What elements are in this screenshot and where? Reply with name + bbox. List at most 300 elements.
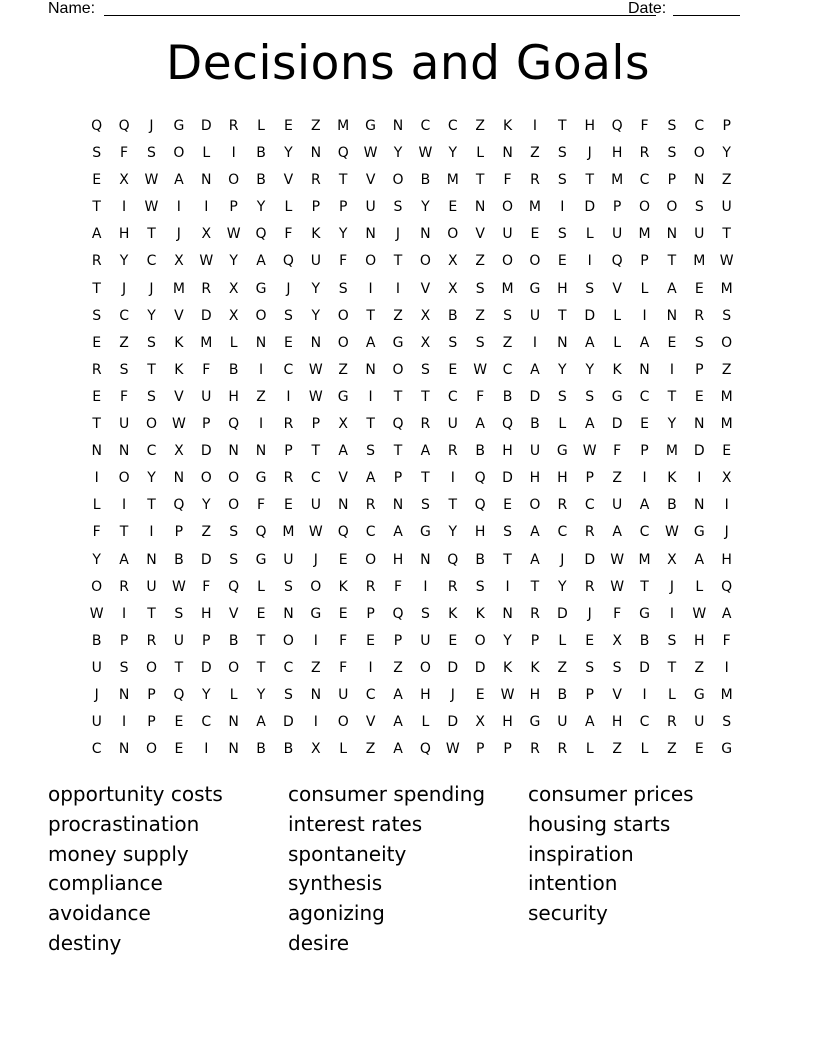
grid-letter: L xyxy=(585,226,594,243)
grid-letter: R xyxy=(530,605,540,622)
grid-letter: E xyxy=(475,686,485,703)
grid-letter: I xyxy=(122,497,127,514)
grid-letter: U xyxy=(283,551,294,568)
grid-letter: P xyxy=(202,416,211,433)
grid-letter: P xyxy=(338,199,348,216)
grid-letter: Z xyxy=(201,524,212,541)
grid-letter: O xyxy=(337,714,349,731)
grid-letter: N xyxy=(420,226,431,243)
grid-letter: L xyxy=(202,145,211,162)
grid-letter: U xyxy=(529,307,541,324)
grid-letter: P xyxy=(722,118,731,134)
grid-letter: W xyxy=(610,551,625,568)
grid-letter: L xyxy=(421,714,430,731)
grid-letter: R xyxy=(365,497,376,514)
grid-letter: O xyxy=(419,253,431,270)
grid-letter: R xyxy=(201,280,212,297)
grid-letter: P xyxy=(503,741,512,758)
grid-letter: W xyxy=(719,253,734,270)
grid-letter: E xyxy=(694,388,704,405)
grid-letter: Q xyxy=(474,497,486,514)
grid-letter: O xyxy=(282,632,294,649)
grid-letter: G xyxy=(255,470,267,487)
grid-letter: Y xyxy=(338,226,348,243)
grid-letter: U xyxy=(611,497,623,514)
word-list-item: interest rates xyxy=(288,811,423,836)
grid-letter: X xyxy=(447,280,458,297)
grid-letter: R xyxy=(283,470,294,487)
grid-letter: O xyxy=(228,497,240,514)
grid-letter: D xyxy=(200,307,212,324)
grid-letter: U xyxy=(118,416,130,433)
grid-letter: X xyxy=(612,632,622,649)
grid-letter: S xyxy=(475,334,485,351)
grid-letter: B xyxy=(256,741,266,758)
grid-letter: G xyxy=(419,524,431,541)
grid-letter: Q xyxy=(173,686,185,703)
grid-letter: R xyxy=(639,145,650,162)
grid-letter: O xyxy=(310,578,322,595)
grid-letter: W xyxy=(89,605,104,622)
grid-letter: C xyxy=(365,524,376,541)
grid-letter: N xyxy=(666,226,678,243)
grid-letter: J xyxy=(94,686,99,703)
grid-letter: Z xyxy=(612,470,622,487)
grid-letter: N xyxy=(228,714,239,731)
grid-letter: A xyxy=(119,551,129,568)
grid-letter: G xyxy=(639,605,650,622)
grid-letter: E xyxy=(667,334,677,351)
grid-letter: Z xyxy=(393,659,403,676)
grid-letter: P xyxy=(667,172,677,189)
grid-letter: Y xyxy=(503,632,512,649)
grid-letter: C xyxy=(119,307,129,324)
grid-letter: W xyxy=(418,145,433,162)
grid-letter: I xyxy=(204,741,209,758)
grid-letter: Z xyxy=(721,172,732,189)
grid-letter: T xyxy=(667,388,677,405)
grid-letter: N xyxy=(91,443,102,460)
grid-letter: H xyxy=(529,686,541,703)
word-list-item: avoidance xyxy=(48,901,151,926)
grid-letter: I xyxy=(642,470,647,487)
grid-letter: F xyxy=(722,632,731,649)
grid-letter: S xyxy=(283,686,293,703)
word-list-item: intention xyxy=(528,871,618,896)
grid-letter: I xyxy=(423,578,428,595)
grid-letter: U xyxy=(557,714,568,731)
grid-letter: X xyxy=(311,741,321,758)
grid-letter: C xyxy=(639,714,650,731)
word-list-item: security xyxy=(528,901,608,926)
grid-letter: A xyxy=(393,714,403,731)
date-blank-line xyxy=(673,15,740,16)
grid-letter: G xyxy=(310,605,322,622)
grid-letter: L xyxy=(640,280,649,297)
grid-letter: A xyxy=(393,741,403,758)
word-list-item: inspiration xyxy=(528,841,634,866)
grid-letter: D xyxy=(474,659,486,676)
grid-letter: S xyxy=(283,578,293,595)
grid-letter: P xyxy=(311,416,321,433)
grid-letter: O xyxy=(91,578,103,595)
grid-letter: H xyxy=(420,686,431,703)
grid-letter: V xyxy=(365,172,376,189)
grid-letter: W xyxy=(144,199,159,216)
grid-letter: N xyxy=(118,741,130,758)
grid-letter: Y xyxy=(256,199,266,216)
word-list-item: synthesis xyxy=(288,871,383,896)
grid-letter: E xyxy=(448,632,458,649)
grid-letter: X xyxy=(174,443,184,460)
grid-letter: C xyxy=(201,714,212,731)
grid-letter: W xyxy=(308,524,323,541)
grid-letter: E xyxy=(284,497,293,514)
word-list-item: consumer prices xyxy=(528,782,694,806)
grid-letter: Y xyxy=(229,253,238,270)
grid-letter: A xyxy=(584,334,595,351)
page-title: Decisions and Goals xyxy=(166,36,650,91)
grid-letter: I xyxy=(204,199,209,216)
grid-letter: F xyxy=(503,172,512,189)
grid-letter: N xyxy=(255,334,267,351)
grid-letter: K xyxy=(502,659,513,676)
grid-letter: T xyxy=(147,605,156,622)
grid-letter: J xyxy=(149,118,154,134)
grid-letter: Y xyxy=(119,253,129,270)
grid-letter: G xyxy=(529,280,541,297)
grid-letter: J xyxy=(560,551,565,568)
grid-letter: D xyxy=(200,551,212,568)
grid-letter: I xyxy=(368,388,373,405)
grid-letter: W xyxy=(500,686,515,703)
grid-letter: V xyxy=(612,280,622,297)
grid-letter: Q xyxy=(173,497,185,514)
grid-letter: P xyxy=(640,443,649,460)
grid-letter: Q xyxy=(228,416,240,433)
grid-letter: Q xyxy=(611,118,623,134)
grid-letter: P xyxy=(695,361,704,378)
grid-letter: X xyxy=(420,334,431,351)
grid-letter: L xyxy=(558,632,567,649)
grid-letter: L xyxy=(695,578,704,595)
grid-letter: Q xyxy=(282,253,294,270)
grid-letter: T xyxy=(174,659,184,676)
grid-letter: F xyxy=(393,578,403,595)
grid-letter: Q xyxy=(419,741,431,758)
grid-letter: P xyxy=(229,199,238,216)
grid-letter: B xyxy=(557,686,568,703)
grid-letter: Z xyxy=(694,659,705,676)
grid-letter: I xyxy=(505,578,510,595)
grid-letter: H xyxy=(228,388,239,405)
grid-letter: R xyxy=(447,578,458,595)
grid-letter: Z xyxy=(393,307,403,324)
grid-letter: H xyxy=(118,226,130,243)
grid-letter: S xyxy=(338,280,348,297)
grid-letter: N xyxy=(310,686,322,703)
grid-letter: Z xyxy=(557,659,568,676)
grid-letter: P xyxy=(147,686,156,703)
grid-letter: S xyxy=(147,334,156,351)
grid-letter: W xyxy=(226,226,241,243)
grid-letter: X xyxy=(667,551,677,568)
grid-letter: N xyxy=(310,334,322,351)
grid-letter: G xyxy=(693,524,705,541)
grid-letter: O xyxy=(419,659,431,676)
grid-letter: L xyxy=(640,741,649,758)
grid-letter: T xyxy=(147,497,156,514)
grid-letter: A xyxy=(393,686,403,703)
grid-letter: Y xyxy=(311,307,321,324)
grid-letter: O xyxy=(529,497,541,514)
grid-letter: F xyxy=(257,497,266,514)
grid-letter: A xyxy=(584,714,595,731)
grid-letter: W xyxy=(582,443,597,460)
grid-letter: C xyxy=(447,388,458,405)
word-list-item: destiny xyxy=(48,930,122,955)
grid-letter: G xyxy=(255,280,267,297)
word-list-item: consumer spending xyxy=(288,782,486,806)
word-list-item: compliance xyxy=(48,871,163,896)
grid-letter: I xyxy=(669,605,674,622)
grid-letter: J xyxy=(176,226,181,243)
grid-letter: B xyxy=(447,307,458,324)
grid-letter: M xyxy=(665,443,678,460)
grid-letter: D xyxy=(447,659,459,676)
grid-letter: O xyxy=(392,172,404,189)
grid-letter: S xyxy=(585,659,595,676)
grid-letter: Q xyxy=(611,253,623,270)
grid-letter: D xyxy=(529,388,541,405)
header xyxy=(48,0,740,20)
grid-letter: O xyxy=(145,659,157,676)
grid-letter: L xyxy=(613,307,622,324)
grid-letter: V xyxy=(475,226,485,243)
grid-letter: T xyxy=(92,199,101,216)
grid-letter: I xyxy=(642,686,647,703)
grid-letter: R xyxy=(91,361,102,378)
grid-letter: B xyxy=(91,632,102,649)
grid-letter: M xyxy=(282,524,295,541)
grid-letter: D xyxy=(200,118,212,134)
grid-letter: S xyxy=(722,307,732,324)
grid-letter: S xyxy=(475,578,485,595)
grid-letter: T xyxy=(585,172,594,189)
grid-letter: C xyxy=(146,253,157,270)
grid-letter: S xyxy=(557,388,567,405)
grid-letter: A xyxy=(256,253,266,270)
grid-letter: Y xyxy=(421,199,430,216)
grid-letter: T xyxy=(393,388,403,405)
grid-letter: E xyxy=(256,605,266,622)
grid-letter: K xyxy=(174,361,184,378)
word-list-item: housing starts xyxy=(528,811,671,836)
grid-letter: D xyxy=(556,605,568,622)
grid-letter: T xyxy=(338,172,348,189)
grid-letter: U xyxy=(529,443,541,460)
grid-letter: U xyxy=(721,199,732,216)
grid-letter: A xyxy=(639,334,650,351)
grid-letter: X xyxy=(721,470,732,487)
grid-letter: O xyxy=(474,632,486,649)
grid-letter: E xyxy=(174,741,184,758)
grid-letter: P xyxy=(147,714,156,731)
grid-letter: H xyxy=(611,714,623,731)
grid-letter: I xyxy=(231,145,236,162)
grid-letter: S xyxy=(420,361,430,378)
grid-letter: K xyxy=(530,659,540,676)
grid-letter: F xyxy=(339,659,348,676)
word-list-item: agonizing xyxy=(288,901,385,926)
grid-letter: R xyxy=(584,524,595,541)
grid-letter: S xyxy=(667,118,677,134)
grid-letter: Z xyxy=(530,145,540,162)
grid-letter: L xyxy=(257,118,265,134)
grid-letter: E xyxy=(722,443,732,460)
grid-letter: G xyxy=(255,551,267,568)
grid-letter: H xyxy=(557,470,568,487)
grid-letter: E xyxy=(503,497,512,514)
grid-letter: P xyxy=(640,253,649,270)
grid-letter: Y xyxy=(284,145,293,162)
grid-letter: E xyxy=(530,226,540,243)
grid-letter: I xyxy=(697,470,702,487)
grid-letter: O xyxy=(173,145,185,162)
grid-letter: C xyxy=(694,118,705,134)
grid-letter: D xyxy=(200,443,212,460)
grid-letter: O xyxy=(502,253,514,270)
word-list-item: spontaneity xyxy=(288,841,407,866)
grid-letter: F xyxy=(92,524,101,541)
grid-letter: A xyxy=(530,524,540,541)
grid-letter: M xyxy=(200,334,213,351)
grid-letter: X xyxy=(475,714,485,731)
grid-letter: Z xyxy=(612,741,622,758)
grid-letter: A xyxy=(393,524,403,541)
grid-letter: M xyxy=(337,118,350,134)
grid-letter: T xyxy=(366,307,375,324)
grid-letter: B xyxy=(667,497,677,514)
grid-letter: S xyxy=(557,172,567,189)
grid-letter: I xyxy=(669,361,674,378)
grid-letter: P xyxy=(530,632,540,649)
grid-letter: L xyxy=(558,416,567,433)
grid-letter: B xyxy=(283,741,294,758)
grid-letter: Q xyxy=(392,416,404,433)
grid-letter: T xyxy=(393,443,403,460)
grid-letter: W xyxy=(445,741,460,758)
grid-letter: H xyxy=(502,443,513,460)
grid-letter: R xyxy=(530,172,540,189)
grid-letter: A xyxy=(694,551,705,568)
grid-letter: Z xyxy=(365,741,376,758)
grid-letter: C xyxy=(283,361,294,378)
grid-letter: W xyxy=(308,361,323,378)
grid-letter: D xyxy=(447,714,459,731)
grid-letter: U xyxy=(173,632,184,649)
grid-letter: U xyxy=(694,714,705,731)
grid-letter: L xyxy=(229,686,238,703)
grid-letter: O xyxy=(693,145,705,162)
grid-letter: L xyxy=(92,497,101,514)
grid-letter: F xyxy=(339,253,348,270)
grid-letter: G xyxy=(721,741,733,758)
grid-letter: E xyxy=(694,741,704,758)
grid-letter: G xyxy=(693,686,705,703)
grid-letter: H xyxy=(694,632,705,649)
grid-letter: N xyxy=(557,334,568,351)
grid-letter: N xyxy=(365,226,376,243)
grid-letter: D xyxy=(611,416,623,433)
grid-letter: B xyxy=(475,551,485,568)
grid-letter: U xyxy=(310,253,321,270)
grid-letter: S xyxy=(722,714,732,731)
grid-letter: A xyxy=(365,334,376,351)
date-label: Date: xyxy=(628,0,667,17)
grid-letter: S xyxy=(475,280,485,297)
grid-letter: M xyxy=(611,172,624,189)
grid-letter: T xyxy=(558,307,567,324)
grid-letter: C xyxy=(502,361,513,378)
grid-letter: N xyxy=(365,361,376,378)
grid-letter: Q xyxy=(255,524,267,541)
grid-letter: D xyxy=(693,443,705,460)
grid-letter: W xyxy=(363,145,378,162)
grid-letter: F xyxy=(476,388,485,405)
grid-letter: F xyxy=(120,388,129,405)
grid-letter: T xyxy=(421,470,430,487)
grid-letter: O xyxy=(337,307,349,324)
grid-letter: N xyxy=(255,443,267,460)
grid-letter: I xyxy=(368,280,373,297)
grid-letter: Z xyxy=(502,334,513,351)
grid-letter: W xyxy=(171,416,186,433)
grid-letter: G xyxy=(337,388,349,405)
grid-letter: T xyxy=(92,416,101,433)
grid-letter: U xyxy=(502,226,513,243)
grid-letter: I xyxy=(258,361,264,378)
grid-letter: N xyxy=(694,497,705,514)
grid-letter: V xyxy=(338,470,348,487)
grid-letter: P xyxy=(475,741,485,758)
grid-letter: P xyxy=(585,470,594,487)
grid-letter: P xyxy=(284,443,293,460)
grid-letter: Y xyxy=(311,280,321,297)
word-list-item: procrastination xyxy=(48,811,200,836)
grid-letter: S xyxy=(585,280,595,297)
grid-letter: I xyxy=(313,714,318,731)
grid-letter: M xyxy=(720,416,733,433)
grid-letter: J xyxy=(587,145,592,162)
grid-letter: P xyxy=(393,632,403,649)
grid-letter: W xyxy=(692,605,707,622)
grid-letter: J xyxy=(587,605,592,622)
grid-letter: S xyxy=(557,145,567,162)
grid-letter: M xyxy=(720,388,733,405)
name-label: Name: xyxy=(48,0,96,17)
grid-letter: B xyxy=(256,145,266,162)
grid-letter: N xyxy=(228,443,239,460)
grid-letter: R xyxy=(667,714,677,731)
grid-letter: T xyxy=(366,416,375,433)
grid-letter: B xyxy=(502,388,513,405)
grid-letter: R xyxy=(557,497,568,514)
grid-letter: T xyxy=(640,578,649,595)
grid-letter: Q xyxy=(721,578,733,595)
grid-letter: R xyxy=(119,578,129,595)
grid-letter: A xyxy=(365,470,376,487)
